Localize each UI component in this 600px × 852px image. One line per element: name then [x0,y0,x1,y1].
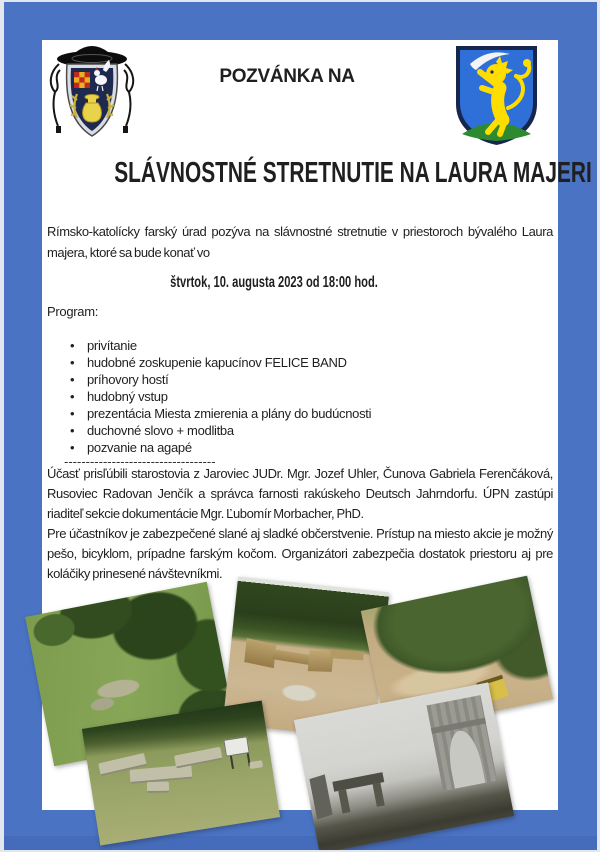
program-item: • duchovné slovo + modlitba [87,422,371,439]
village-coat-of-arms-icon [448,42,545,148]
logistics-paragraph: Pre účastníkov je zabezpečené slané aj sladké občerstvenie. Prístup na miesto akcie je možný pešo, bicyklom, prípadne farským kočom. Organizátori zabezpečia dostatok priestoru aj pre koláčiky prinesené návštevníkmi. [47,526,553,581]
arch-ruin-shape [426,695,497,791]
photo-art-layer [373,782,385,806]
scan-edge [0,0,4,852]
photo-art-layer [444,728,485,789]
photo-art-layer [309,774,332,819]
program-list [42,337,371,456]
program-item: • privítanie [87,337,371,354]
program-item: • pozvanie na agapé [87,439,371,456]
program-item: • príhovory hostí [87,371,371,388]
program-item: • prezentácia Miesta zmierenia a plány do budúcnosti [87,405,371,422]
attendance-paragraph: Účasť prisľúbili starostovia z Jaroviec JUDr. Mgr. Jozef Uhler, Čunova Gabriela Ferenčáková, Rusoviec Radovan Jenčík a správca farnosti rakúskeho Deutsch Jahrndorfu. ÚPN zastúpi riaditeľ sekcie dokumentácie Mgr. Ľubomír Morbacher, PhD. [47,466,553,521]
event-datetime: štvrtok, 10. augusta 2023 od 18:00 hod. [170,274,378,291]
program-label: Program: [47,304,99,319]
photo-art-layer [338,789,350,813]
program-item: • hudobné zoskupenie kapucínov FELICE BAND [87,354,371,371]
intro-paragraph: Rímsko-katolícky farský úrad pozýva na slávnostné stretnutie v priestoroch bývalého Laura majera, ktoré sa bude konať vo [47,224,553,260]
photo-art-layer [331,649,365,660]
photo-art-layer [249,760,263,769]
photo-art-layer [230,753,250,769]
photo-art-layer [174,747,223,768]
dashed-separator: ----------------------------------- [64,454,216,469]
photo-art-layer [244,638,276,668]
program-item: • hudobný vstup [87,388,371,405]
scan-edge [0,0,600,2]
kicker-heading: POZVÁNKA NA [219,66,355,87]
main-title: SLÁVNOSTNÉ STRETNUTIE NA LAURA MAJERI [114,157,592,189]
photo-art-layer [146,781,168,793]
parish-coat-of-arms-icon [42,42,142,158]
